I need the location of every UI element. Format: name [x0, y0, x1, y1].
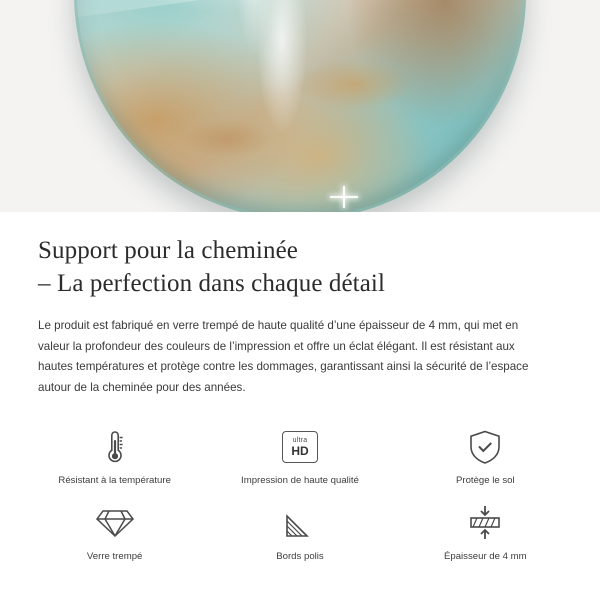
feature-grid [0, 425, 600, 564]
feature-label: Bords polis [276, 550, 324, 562]
page-title [38, 234, 562, 300]
feature-label: Résistant à la température [58, 474, 171, 486]
feature-item-thickness [393, 501, 578, 563]
headline-line-1: Support pour la cheminée [38, 237, 298, 264]
feature-item-tempered-glass [22, 501, 207, 563]
glass-panel-image [74, 0, 526, 212]
feature-item-temperature [22, 425, 207, 487]
ultra-hd-badge-bottom: HD [291, 443, 309, 458]
hero-image [0, 0, 600, 212]
feature-label: Épaisseur de 4 mm [443, 550, 527, 562]
shield-check-icon [468, 425, 502, 469]
feature-label: Verre trempé [86, 550, 143, 562]
thermometer-icon [103, 425, 127, 469]
feature-label: Protège le sol [455, 474, 515, 486]
headline-line-2: – La perfection dans chaque détail [38, 270, 385, 297]
feature-label: Impression de haute qualité [241, 474, 359, 486]
ultra-hd-icon [282, 425, 318, 469]
text-content [0, 212, 600, 399]
feature-item-floor-protection [393, 425, 578, 487]
description-paragraph: Le produit est fabriqué en verre trempé de haute qualité d’une épaisseur de 4 mm, qui met en valeur la profondeur des couleurs de l’impression et offre un éclat élégant. Il est résistant aux hautes températures et protège contre les dommages, garantissant ainsi la sécurité de l’espace autour de la cheminée pour des années. [38, 319, 529, 394]
polished-edges-icon [284, 501, 316, 545]
ultra-hd-badge-top: ultra [292, 436, 308, 444]
thickness-arrows-icon [465, 501, 505, 545]
diamond-icon [95, 501, 135, 545]
feature-item-polished-edges [207, 501, 392, 563]
feature-item-print-quality [207, 425, 392, 487]
